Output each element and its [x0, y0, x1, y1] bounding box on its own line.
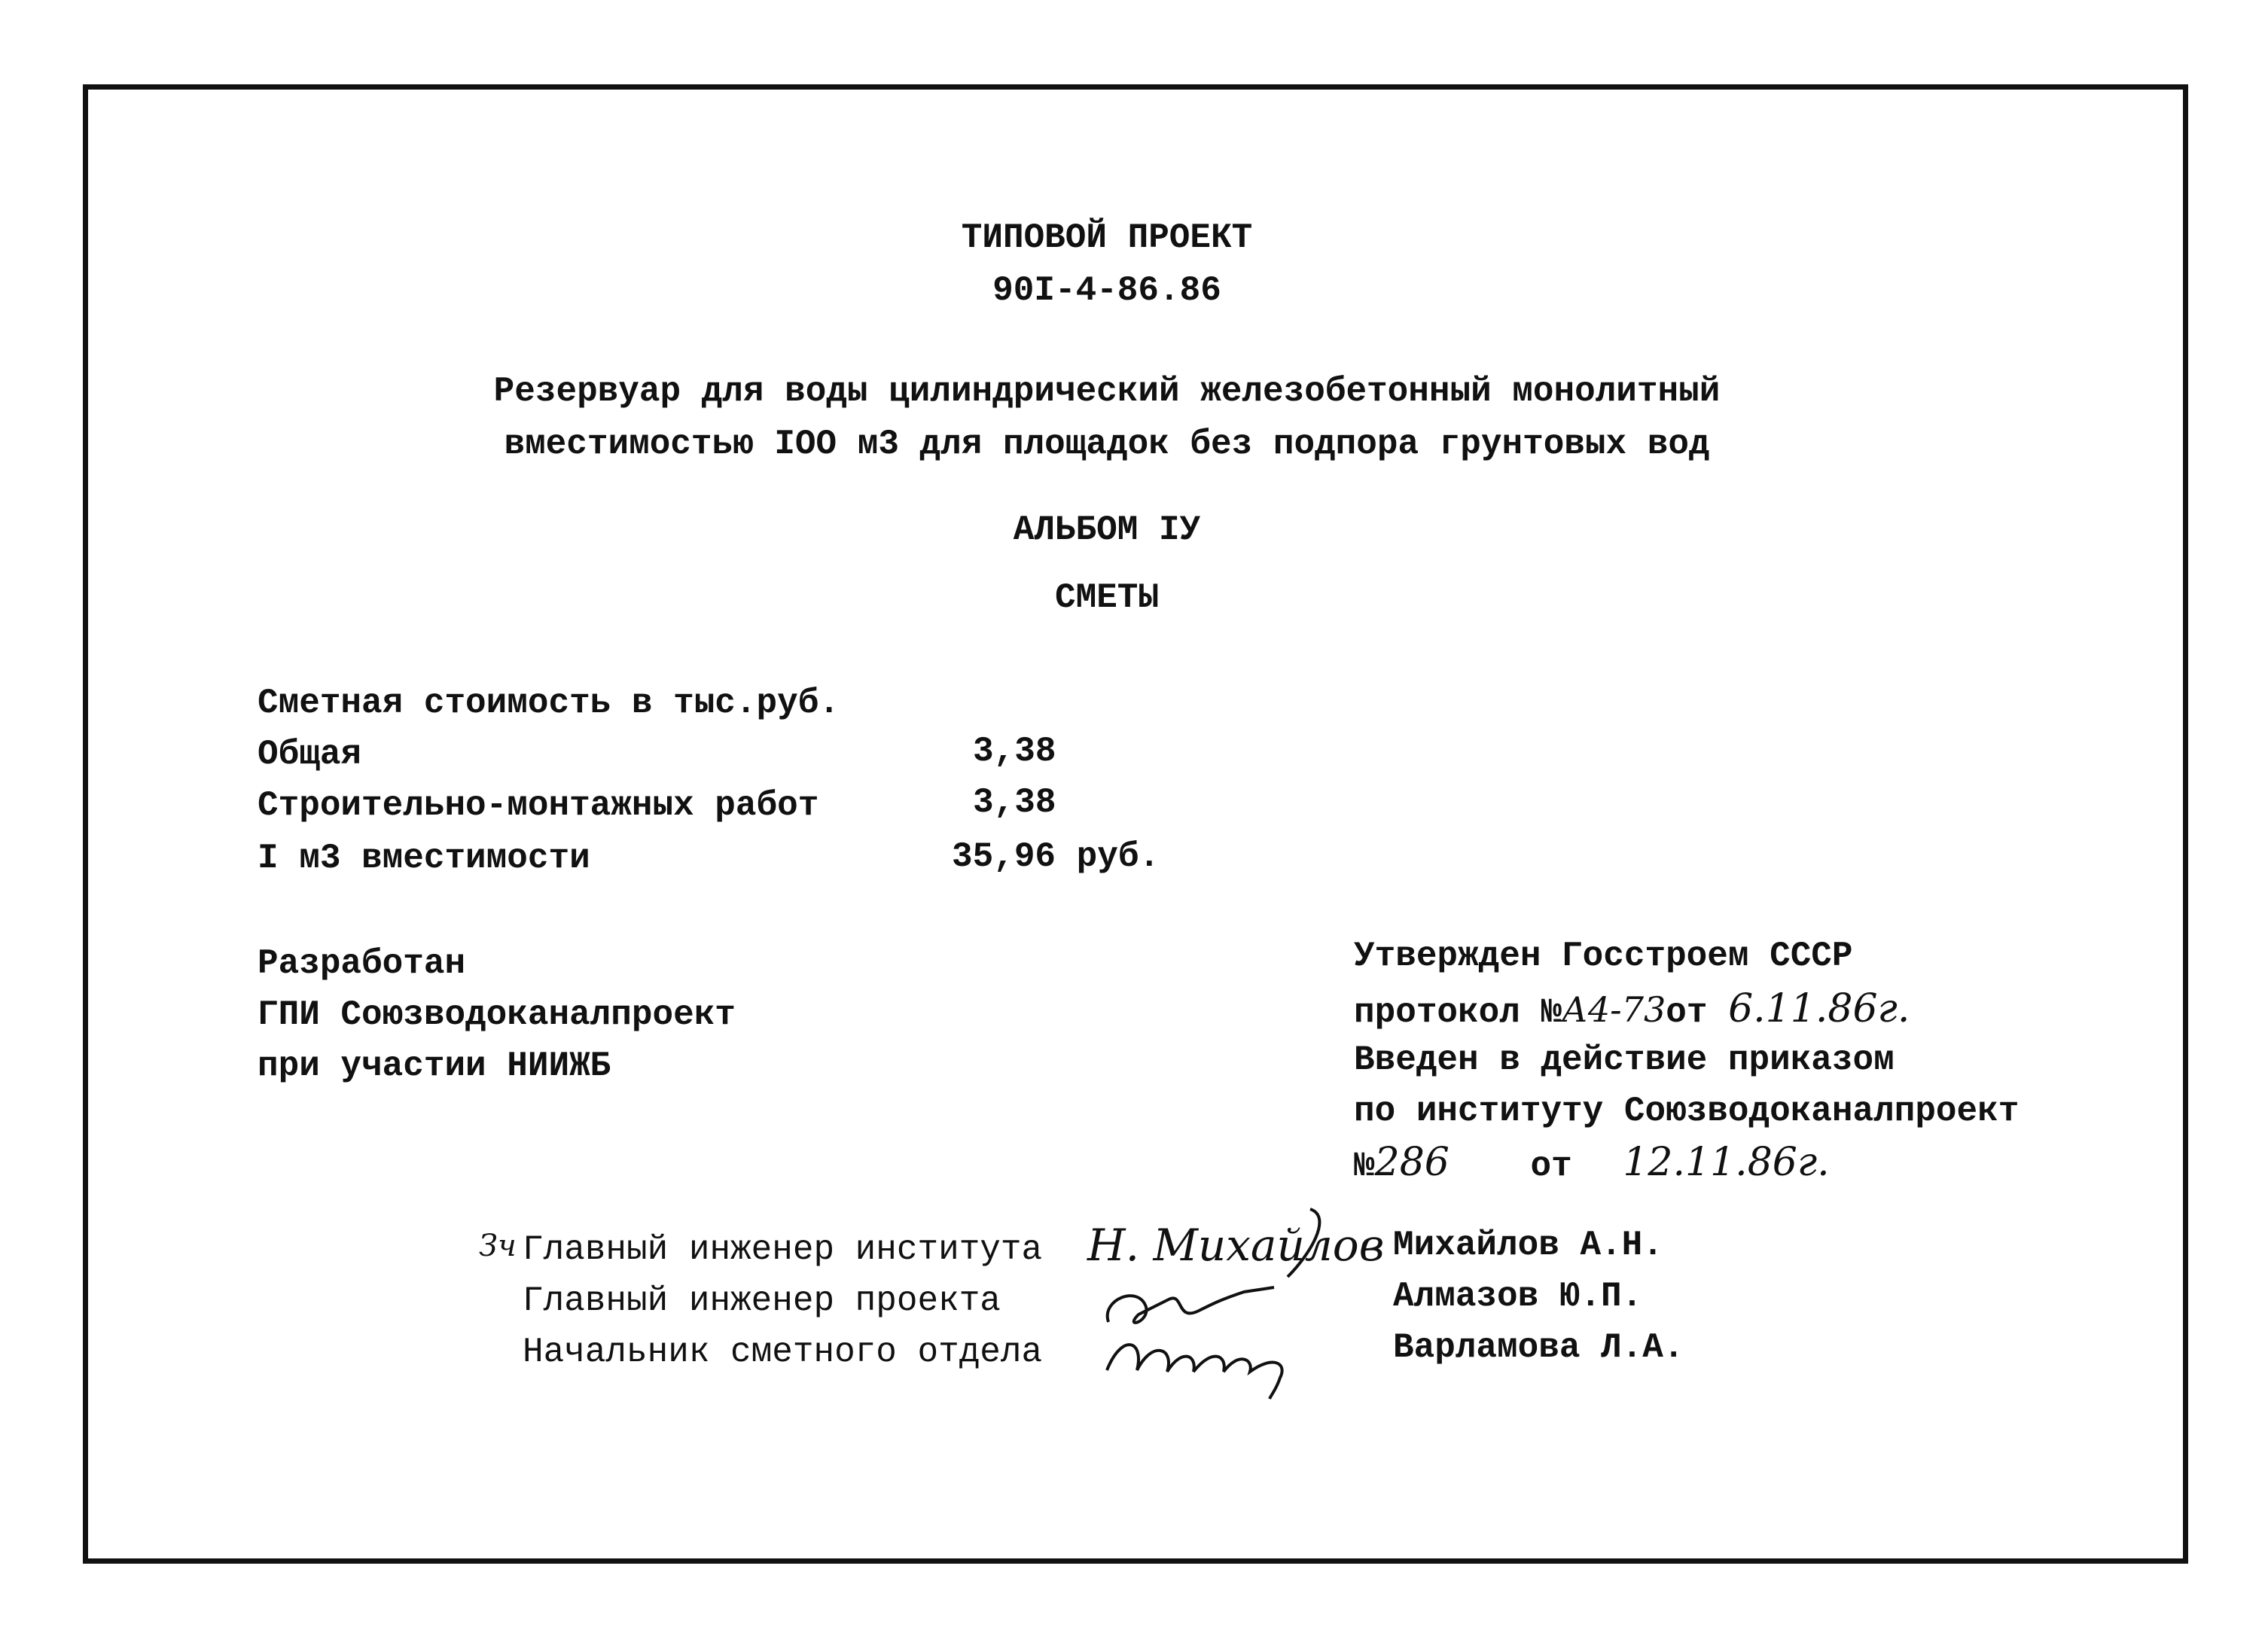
cost-row-value: 3,38 — [973, 732, 1056, 771]
order-date: 12.11.86г. — [1623, 1140, 1830, 1185]
doc-title: ТИПОВОЙ ПРОЕКТ — [961, 218, 1253, 257]
approval-line-1: Утвержден Госстроем СССР — [1354, 937, 1853, 976]
order-from: от — [1530, 1147, 1572, 1186]
protocol-prefix: протокол № — [1354, 993, 1562, 1032]
section-label: СМЕТЫ — [1054, 578, 1160, 617]
signature-text: Н. Михайлов — [1087, 1220, 1385, 1271]
signer-name: Михайлов А.Н. — [1393, 1226, 1663, 1265]
approval-line-4: по институту Союзводоканалпроект — [1354, 1092, 2020, 1131]
order-prefix: № — [1354, 1147, 1375, 1186]
description-line-2: вместимостью IOO м3 для площадок без подпора грунтовых вод — [504, 425, 1710, 464]
protocol-from: от — [1666, 993, 1708, 1032]
album-label: АЛЬБОМ IУ — [1013, 510, 1201, 550]
margin-note: Зч — [479, 1229, 517, 1263]
cost-row-label: Общая — [258, 735, 362, 774]
signature-varlamova — [1099, 1318, 1310, 1400]
protocol-number: А4-73 — [1562, 989, 1666, 1030]
signer-position: Начальник сметного отдела — [523, 1333, 1043, 1372]
signer-position: Главный инженер проекта — [523, 1281, 1001, 1321]
developer-org: ГПИ Союзводоканалпроект — [258, 995, 736, 1034]
cost-row-label: Строительно-монтажных работ — [258, 786, 819, 825]
signer-name: Алмазов Ю.П. — [1393, 1277, 1643, 1316]
cost-row-label: I м3 вместимости — [258, 839, 590, 878]
description-line-1: Резервуар для воды цилиндрический железобетонный монолитный — [493, 372, 1721, 411]
signer-position: Главный инженер института — [523, 1230, 1043, 1269]
signer-name: Варламова Л.А. — [1393, 1328, 1684, 1367]
cost-heading: Сметная стоимость в тыс.руб. — [258, 684, 840, 723]
developer-partner: при участии НИИЖБ — [258, 1046, 611, 1086]
approval-line-3: Введен в действие приказом — [1354, 1040, 1895, 1080]
approval-order — [1354, 1141, 1830, 1187]
protocol-date: 6.11.86г. — [1728, 986, 1910, 1031]
project-number: 90I-4-86.86 — [992, 271, 1221, 310]
cost-row-value: 35,96 руб. — [952, 837, 1160, 876]
cost-row-value: 3,38 — [973, 783, 1056, 822]
approval-protocol — [1354, 988, 1910, 1034]
order-number: 286 — [1374, 1140, 1450, 1185]
developed-label: Разработан — [258, 944, 466, 983]
